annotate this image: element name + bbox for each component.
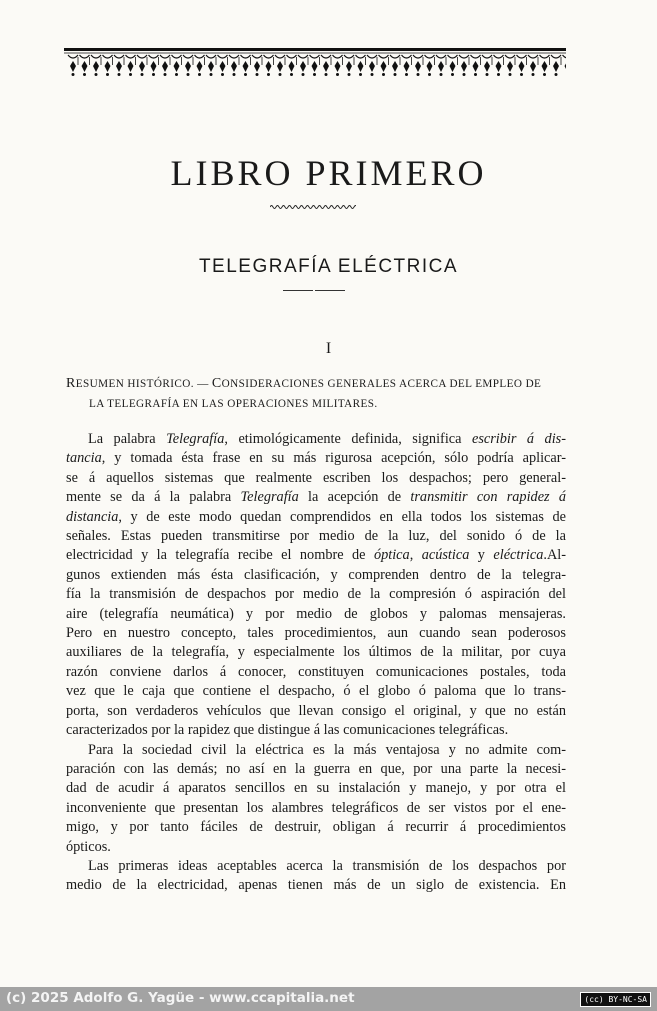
body-line: inconveniente que presentan los alambres telegráficos de ser vistos por el ene- [66, 799, 566, 816]
body-line: caracterizados por la rapidez que distingue á las comunicaciones telegráficas. [66, 722, 509, 739]
body-line: aire (telegrafía neumática) y por medio de globos y palomas mensajeras. [66, 605, 566, 622]
body-line: paración con las demás; no así en la guerra en que, por una parte la necesi- [66, 760, 566, 777]
body-text [66, 430, 566, 896]
emphasis-text: escribir á dis- [471, 431, 567, 447]
body-line: migo, y por tanto fáciles de destruir, obligan á recurrir á procedimientos [66, 819, 566, 836]
emphasis-text: distancia [66, 508, 119, 525]
body-line: medio de la electricidad, apenas tienen más de un siglo de existencia. En [66, 877, 566, 894]
body-line: gunos extienden más ésta clasificación, y comprenden dentro de la telegra- [66, 566, 566, 583]
summary-line: LA TELEGRAFÍA EN LAS OPERACIONES MILITARES. [89, 398, 378, 410]
emphasis-text: transmitir con rapidez á [410, 489, 567, 506]
emphasis-text: óptica [373, 547, 410, 564]
emphasis-text: Telegrafía [166, 431, 225, 447]
body-line: señales. Estas pueden transmitirse por medio de la luz, del sonido ó de la [66, 528, 566, 545]
body-line: porta, son verdaderos vehículos que llevan consigo el original, y que no están [66, 702, 566, 719]
copyright-credit: (c) 2025 Adolfo G. Yagüe - www.ccapitalia.net [6, 990, 355, 1006]
body-line: vez que le caja que contiene el despacho, ó el globo ó paloma que lo trans- [66, 683, 566, 700]
body-line: mente se da á la palabra Telegrafía la acepción de transmitir con rapidez á [66, 489, 567, 506]
emphasis-text: acústica [421, 547, 470, 564]
book-title: LIBRO PRIMERO [170, 153, 487, 193]
body-line: Pero en nuestro concepto, tales procedimientos, aun cuando sean poderosos [66, 625, 566, 642]
body-line: fía la transmisión de despachos por medio de la compresión ó aspiración del [66, 586, 566, 603]
footer-bar [0, 987, 657, 1011]
summary-line: RESUMEN HISTÓRICO. — CONSIDERACIONES GENERALES ACERCA DEL EMPLEO DE [66, 376, 542, 391]
body-line: Para la sociedad civil la eléctrica es la más ventajosa y no admite com- [88, 741, 566, 758]
body-line: razón conviene darlos á conocer, constituyen comunicaciones postales, toda [66, 663, 566, 680]
body-line: Las primeras ideas aceptables acerca la transmisión de los despachos por [88, 857, 566, 874]
section-title: TELEGRAFÍA ELÉCTRICA [198, 256, 459, 277]
wavy-flourish-icon [270, 203, 356, 211]
license-badge: (cc) BY-NC-SA [580, 992, 651, 1007]
emphasis-text: Telegrafía [240, 489, 299, 506]
body-line: tancia, y tomada ésta frase en su más rigurosa acepción, sólo podría aplicar- [66, 450, 566, 467]
body-line: electricidad y la telegrafía recibe el nombre de óptica, acústica y eléctrica.Al- [66, 547, 567, 564]
body-line: La palabra Telegrafía, etimológicamente definida, significa escribir á dis- [88, 431, 567, 447]
chapter-summary [66, 374, 571, 414]
body-line: auxiliares de la telegrafía, y especialmente los últimos de la militar, por cuya [66, 644, 566, 661]
emphasis-text: eléctrica [493, 547, 544, 564]
body-line: distancia, y de este modo quedan comprendidos en ella todos los sistemas de [66, 508, 566, 525]
body-line: se á aquellos sistemas que realmente escriben los despachos; pero general- [66, 469, 566, 486]
decorative-header-ornament-icon [64, 48, 566, 78]
body-line: ópticos. [66, 838, 111, 855]
body-line: dad de acudir á aparatos sencillos en su instalación y manejo, y por otra el [66, 780, 566, 797]
divider-rule [283, 290, 345, 294]
chapter-numeral: I [325, 340, 332, 357]
emphasis-text: tancia [66, 450, 102, 467]
